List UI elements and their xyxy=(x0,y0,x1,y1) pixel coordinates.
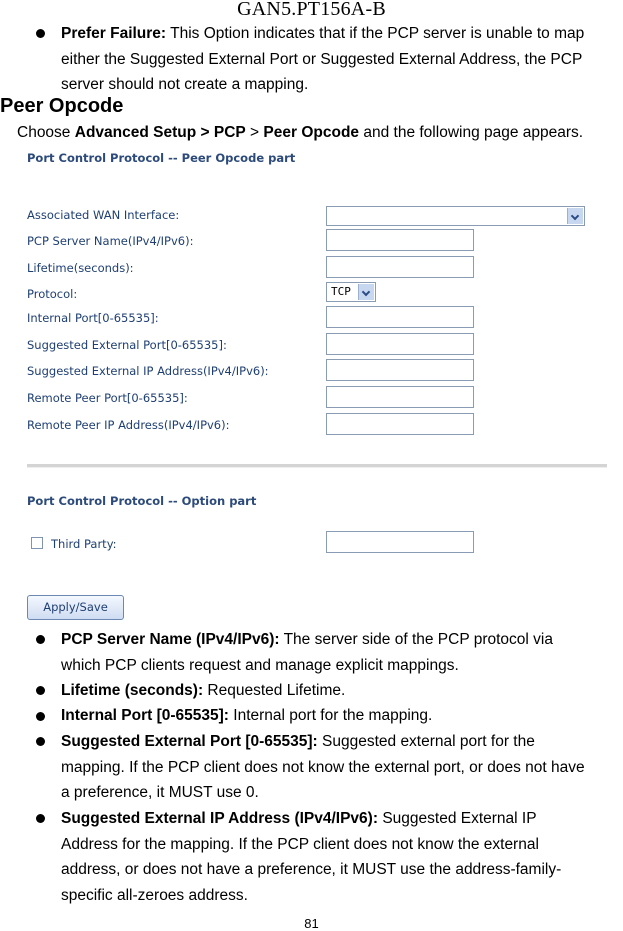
protocol-value: TCP xyxy=(331,285,351,298)
desc-suggested-external-port xyxy=(61,729,623,806)
peer-opcode-part-title: Port Control Protocol -- Peer Opcode part xyxy=(27,151,296,165)
term: Suggested External IP Address (IPv4/IPv6): xyxy=(61,810,379,827)
text: specific all-zeroes address. xyxy=(61,886,248,904)
label-internal-port: Internal Port[0-65535]: xyxy=(27,311,159,325)
document-header: GAN5.PT156A-B xyxy=(237,0,386,20)
text: Internal port for the mapping. xyxy=(233,707,433,724)
desc-lifetime xyxy=(61,678,623,704)
label-protocol: Protocol: xyxy=(27,287,78,301)
term: Lifetime (seconds): xyxy=(61,682,204,699)
third-party-input[interactable] xyxy=(326,531,474,553)
term: Internal Port [0-65535]: xyxy=(61,707,229,724)
suggested-external-ip-input[interactable] xyxy=(326,359,474,381)
menu-path-2: Peer Opcode xyxy=(263,124,360,141)
text: Requested Lifetime. xyxy=(207,682,346,699)
label-suggested-external-ip: Suggested External IP Address(IPv4/IPv6): xyxy=(27,364,269,378)
bullet-dot xyxy=(36,686,45,695)
bullet-dot xyxy=(36,635,45,644)
label-associated-wan: Associated WAN Interface: xyxy=(27,208,180,222)
term: Prefer Failure: xyxy=(61,25,167,42)
page-number: 81 xyxy=(304,916,319,931)
bullet-dot xyxy=(36,737,45,746)
text: Suggested External IP xyxy=(382,810,537,827)
section-divider xyxy=(27,464,607,468)
lifetime-input[interactable] xyxy=(326,256,474,278)
text: a preference, it MUST use 0. xyxy=(61,784,259,801)
label-remote-peer-ip: Remote Peer IP Address(IPv4/IPv6): xyxy=(27,418,230,432)
bullet-dot xyxy=(36,712,45,721)
path-separator: > xyxy=(250,124,260,141)
associated-wan-select[interactable] xyxy=(326,206,585,226)
menu-path-1: Advanced Setup > PCP xyxy=(74,124,246,141)
desc-pcp-server-name xyxy=(61,627,623,678)
chevron-down-icon[interactable] xyxy=(358,284,374,300)
term: Suggested External Port [0-65535]: xyxy=(61,733,318,750)
label-suggested-external-port: Suggested External Port[0-65535]: xyxy=(27,338,227,352)
choose-suffix: and the following page appears. xyxy=(363,124,584,141)
section-title: Peer Opcode xyxy=(0,95,124,117)
text: Address for the mapping. If the PCP client does not know the external xyxy=(61,835,539,853)
internal-port-input[interactable] xyxy=(326,306,474,328)
bullet-dot xyxy=(36,814,45,823)
prefer-failure-paragraph xyxy=(61,21,623,98)
choose-prefix: Choose xyxy=(17,124,71,141)
desc-internal-port xyxy=(61,703,623,729)
text: The server side of the PCP protocol via xyxy=(283,631,553,648)
protocol-select[interactable] xyxy=(326,282,376,302)
pcp-server-name-input[interactable] xyxy=(326,229,474,251)
bullet-dot xyxy=(36,29,45,38)
term: PCP Server Name (IPv4/IPv6): xyxy=(61,631,280,648)
label-remote-peer-port: Remote Peer Port[0-65535]: xyxy=(27,391,188,405)
text: which PCP clients request and manage explicit mappings. xyxy=(61,656,459,674)
text: address, or does not have a preference, it MUST use the address-family- xyxy=(61,861,562,878)
label-third-party: Third Party: xyxy=(51,537,117,551)
suggested-external-port-input[interactable] xyxy=(326,333,474,355)
label-lifetime: Lifetime(seconds): xyxy=(27,261,134,275)
text: mapping. If the PCP client does not know the external port, or does not have xyxy=(61,758,585,776)
option-part-title: Port Control Protocol -- Option part xyxy=(27,494,257,508)
text: server should not create a mapping. xyxy=(61,76,309,93)
remote-peer-port-input[interactable] xyxy=(326,386,474,408)
choose-instruction xyxy=(17,124,583,142)
desc-suggested-external-ip xyxy=(61,806,623,908)
apply-save-button[interactable]: Apply/Save xyxy=(27,595,124,620)
text: Suggested external port for the xyxy=(322,733,535,750)
remote-peer-ip-input[interactable] xyxy=(326,413,474,435)
third-party-checkbox[interactable] xyxy=(31,537,43,549)
text: either the Suggested External Port or Suggested External Address, the PCP xyxy=(61,50,583,68)
text: This Option indicates that if the PCP server is unable to map xyxy=(170,25,585,42)
label-pcp-server-name: PCP Server Name(IPv4/IPv6): xyxy=(27,234,194,248)
chevron-down-icon[interactable] xyxy=(567,208,583,224)
